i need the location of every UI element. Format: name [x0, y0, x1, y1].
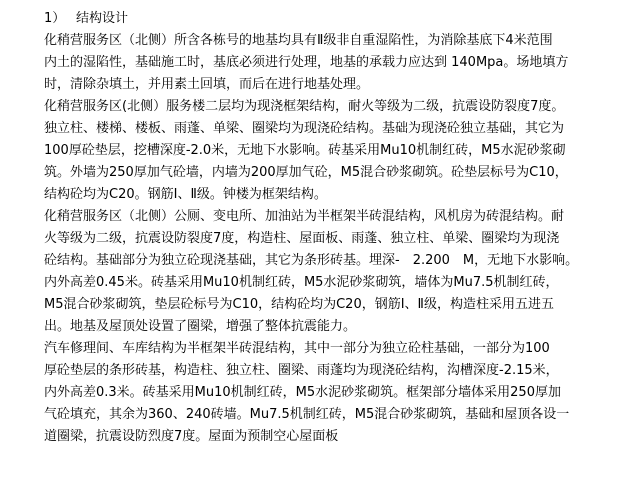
text-line: 化稍营服务区(北侧）服务楼二层均为现浇框架结构，耐火等级为二级，抗震设防裂度7度。: [44, 99, 565, 114]
text-line: 气砼填充，其余为360、240砖墙。Mu7.5机制红砖，M5混合砂浆砌筑，基础和屋顶各设一: [44, 407, 570, 422]
text-line: 火等级为二级，抗震设防裂度7度，构造柱、屋面板、雨蓬、独立柱、单梁、圈梁均为现浇: [44, 231, 560, 246]
text-line: 出。地基及屋顶处设置了圈梁，增强了整体抗震能力。: [44, 319, 357, 334]
text-line: 化稍营服务区（北侧）所含各栋号的地基均具有Ⅱ级非自重湿陷性，为消除基底下4米范围: [44, 33, 553, 48]
text-line: 化稍营服务区（北侧）公厕、变电所、加油站为半框架半砖混结构，风机房为砖混结构。耐: [44, 209, 565, 224]
section-heading: [44, 8, 614, 30]
text-line: M5混合砂浆砌筑，垫层砼标号为C10，结构砼均为C20，钢筋Ⅰ、Ⅱ级，构造柱采用五进五: [44, 297, 554, 312]
text-line: 汽车修理间、车库结构为半框架半砖混结构，其中一部分为独立砼柱基础，一部分为100: [44, 341, 550, 356]
section-title: 结构设计: [76, 11, 129, 26]
text-line: 时，清除杂填土，并用素土回填，而后在进行地基处理。: [44, 77, 370, 92]
text-line: 砼结构。基础部分为独立砼现浇基础，其它为条形砖基。埋深- 2.200 M，无地下水影响。: [44, 253, 579, 268]
text-line: 内外高差0.45米。砖基采用Mu10机制红砖，M5水泥砂浆砌筑，墙体为Mu7.5机制红砖，: [44, 275, 559, 290]
paragraph-garage: [44, 338, 614, 448]
text-line: 内外高差0.3米。砖基采用Mu10机制红砖，M5水泥砂浆砌筑。框架部分墙体采用250厚加: [44, 385, 561, 400]
text-line: 独立柱、楼梯、楼板、雨蓬、单梁、圈梁均为现浇砼结构。基础为现浇砼独立基础，其它为: [44, 121, 565, 136]
section-number: 1）: [44, 11, 66, 26]
paragraph-facilities: [44, 206, 614, 338]
paragraph-service-building: [44, 96, 614, 206]
text-line: 筑。外墙为250厚加气砼墙，内墙为200厚加气砼，M5混合砂浆砌筑。砼垫层标号为C10，: [44, 165, 568, 180]
text-line: 内土的湿陷性，基础施工时，基底必须进行处理，地基的承载力应达到 140Mpa。场地填方: [44, 55, 569, 70]
text-line: 结构砼均为C20。钢筋Ⅰ、Ⅱ级。钟楼为框架结构。: [44, 187, 327, 202]
text-line: 厚砼垫层的条形砖基，构造柱、独立柱、圈梁、雨蓬均为现浇砼结构，沟槽深度-2.15米，: [44, 363, 559, 378]
paragraph-foundation: [44, 30, 614, 96]
document-body: [44, 8, 614, 448]
text-line: 100厚砼垫层，挖槽深度-2.0米，无地下水影响。砖基采用Mu10机制红砖，M5水泥砂浆砌: [44, 143, 566, 158]
text-line: 道圈梁，抗震设防烈度7度。屋面为预制空心屋面板: [44, 429, 339, 444]
